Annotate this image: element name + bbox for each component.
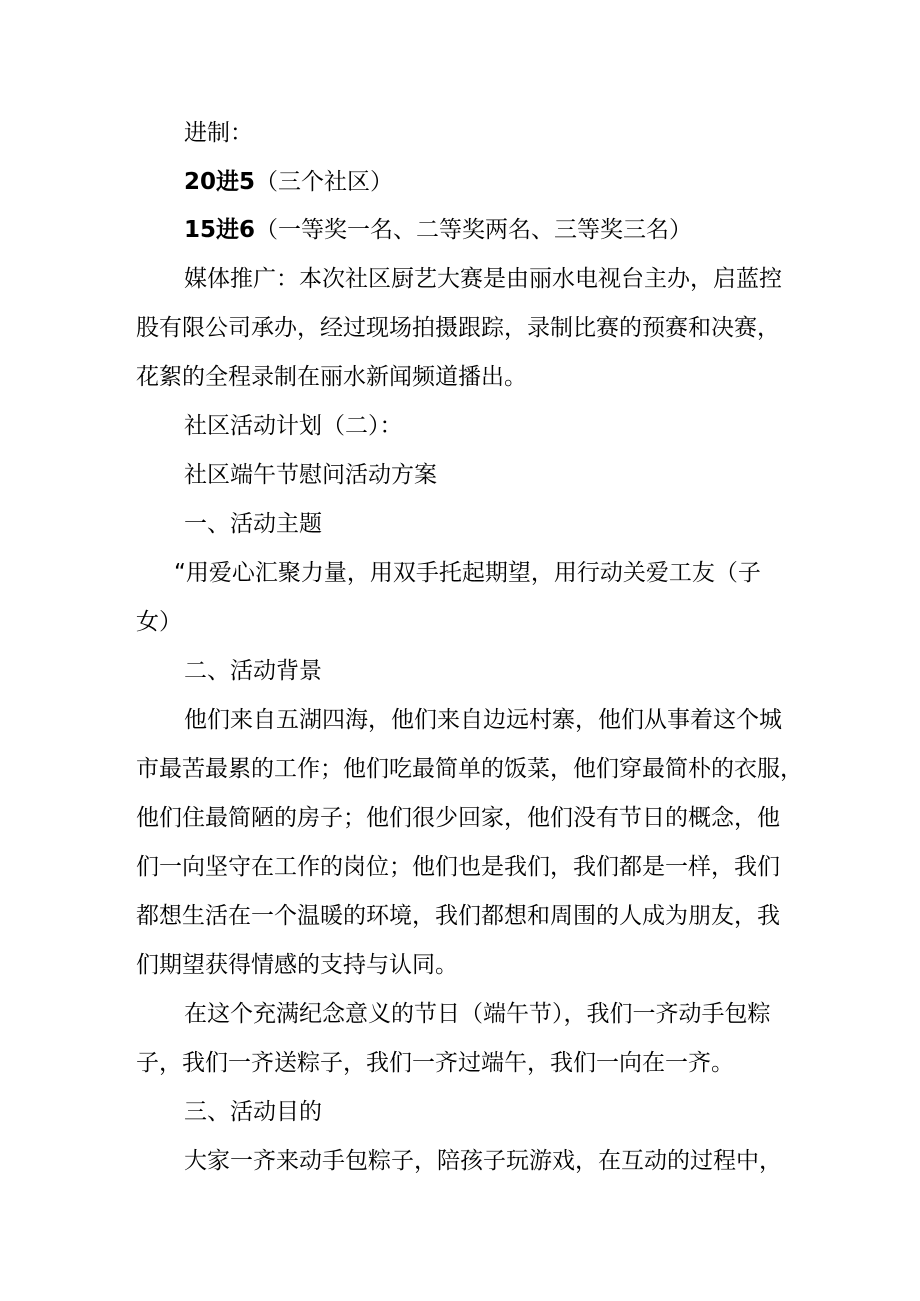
text-line: 大家一齐来动手包粽子，陪孩子玩游戏，在互动的过程中， [184,1148,782,1174]
text-line: 他们来自五湖四海，他们来自边远村寨，他们从事着这个城 [184,707,782,733]
text-line: 进制： [184,120,253,146]
text-line: 们一向坚守在工作的岗位；他们也是我们，我们都是一样，我们 [136,854,780,880]
line-rest: （三个社区） [255,169,394,195]
bold-prefix: 20进5 [184,169,256,195]
text-line: 社区端午节慰问活动方案 [184,462,437,488]
section-heading: 二、活动背景 [184,658,322,684]
text-line: 股有限公司承办，经过现场拍摄跟踪，录制比赛的预赛和决赛， [136,315,780,341]
line-rest: （一等奖一名、二等奖两名、三等奖三名） [255,217,693,243]
bold-prefix: 15进6 [184,217,256,243]
text-line: 市最苦最累的工作；他们吃最简单的饭菜，他们穿最简朴的衣服， [136,756,803,782]
text-line: 子，我们一齐送粽子，我们一齐过端午，我们一向在一齐。 [136,1050,734,1076]
text-line: 花絮的全程录制在丽水新闻频道播出。 [136,364,527,390]
text-line: 在这个充满纪念意义的节日（端午节），我们一齐动手包粽 [184,1001,771,1027]
text-line: “用爱心汇聚力量，用双手托起期望，用行动关爱工友（子 [174,560,761,586]
text-line: 们期望获得情感的支持与认同。 [136,952,458,978]
text-line [184,215,844,245]
text-line: 社区活动计划（二）： [184,413,403,439]
text-line: 都想生活在一个温暖的环境，我们都想和周围的人成为朋友，我 [136,903,780,929]
text-line: 他们住最简陋的房子；他们很少回家，他们没有节日的概念，他 [136,805,780,831]
text-line [184,167,844,197]
section-heading: 一、活动主题 [184,511,322,537]
text-line: 女） [136,609,182,635]
section-heading: 三、活动目的 [184,1099,322,1125]
text-line: 媒体推广：本次社区厨艺大赛是由丽水电视台主办，启蓝控 [184,266,782,292]
